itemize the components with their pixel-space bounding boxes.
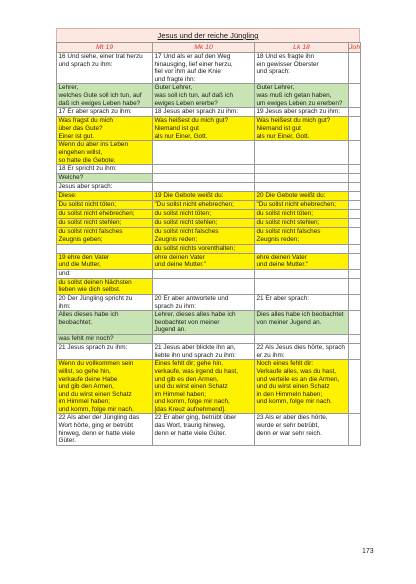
column-header-row: [57, 43, 361, 53]
cell-lk: 19 Jesus aber sprach zu ihm:: [255, 108, 349, 117]
cell-mt: [57, 244, 153, 253]
cell-joh: [349, 253, 361, 269]
cell-mt: Wenn du aber ins Leben eingehen willst, so halte die Gebote.: [57, 141, 153, 165]
table-row: [57, 335, 361, 344]
cell-mk: [153, 141, 255, 165]
cell-lk: Was heißest du mich gut? Niemand ist gut als nur Einer, Gott.: [255, 117, 349, 141]
column-header-mk: Mk 10: [153, 43, 255, 53]
cell-mt: Diese:: [57, 192, 153, 201]
cell-mt: du sollst deinen Nächsten lieben wie dich selbst.: [57, 278, 153, 294]
cell-lk: 22 Als Jesus dies hörte, sprach er zu ihm:: [255, 344, 349, 360]
cell-lk: [255, 141, 349, 165]
cell-joh: [349, 269, 361, 278]
cell-mk: Eines fehlt dir; gehe hin, verkaufe, was irgend du hast, und gib es den Armen, und du wirst einen Schatz im Himmel haben; und komm, folge mir nach, [das Kreuz aufnehmend].: [153, 360, 255, 414]
cell-mt: und:: [57, 269, 153, 278]
table-row: [57, 344, 361, 360]
cell-lk: du sollst nicht stehlen;: [255, 219, 349, 228]
cell-lk: du sollst nicht falsches Zeugnis reden;: [255, 228, 349, 244]
table-body: [57, 53, 361, 446]
cell-joh: [349, 278, 361, 294]
cell-joh: [349, 108, 361, 117]
cell-joh: [349, 183, 361, 192]
table-row: [57, 311, 361, 335]
table-row: [57, 201, 361, 210]
cell-mk: [153, 183, 255, 192]
table-row: [57, 192, 361, 201]
cell-lk: 21 Er aber sprach:: [255, 294, 349, 310]
cell-mt: Du sollst nicht töten;: [57, 201, 153, 210]
cell-joh: [349, 414, 361, 446]
cell-mk: Guter Lehrer, was soll ich tun, auf daß ich ewiges Leben ererbe?: [153, 84, 255, 108]
column-header-lk: Lk 18: [255, 43, 349, 53]
cell-joh: [349, 294, 361, 310]
cell-mk: [153, 278, 255, 294]
cell-mk: [153, 165, 255, 174]
table-row: [57, 244, 361, 253]
cell-mk: 21 Jesus aber blickte ihn an, liebte ihn und sprach zu ihm:: [153, 344, 255, 360]
cell-mt: du sollst nicht ehebrechen;: [57, 210, 153, 219]
cell-joh: [349, 174, 361, 183]
cell-mk: Was heißest du mich gut? Niemand ist gut als nur Einer, Gott.: [153, 117, 255, 141]
table-row: [57, 141, 361, 165]
cell-lk: [255, 244, 349, 253]
cell-lk: [255, 278, 349, 294]
cell-mk: [153, 269, 255, 278]
cell-mt: du sollst nicht stehlen;: [57, 219, 153, 228]
cell-joh: [349, 117, 361, 141]
cell-lk: [255, 174, 349, 183]
cell-mk: du sollst nicht falsches Zeugnis reden;: [153, 228, 255, 244]
table-row: [57, 84, 361, 108]
cell-mk: 18 Jesus aber sprach zu ihm:: [153, 108, 255, 117]
column-header-mt: Mt 19: [57, 43, 153, 53]
cell-joh: [349, 201, 361, 210]
cell-mk: 17 Und als er auf den Weg hinausging, lief einer herzu, fiel vor ihm auf die Knie und fragte ihn:: [153, 53, 255, 84]
cell-lk: ehre deinen Vater und deine Mutter.": [255, 253, 349, 269]
cell-lk: "Du sollst nicht ehebrechen;: [255, 201, 349, 210]
table-row: [57, 294, 361, 310]
cell-joh: [349, 53, 361, 84]
cell-joh: [349, 360, 361, 414]
table-row: [57, 210, 361, 219]
table-row: [57, 174, 361, 183]
cell-joh: [349, 210, 361, 219]
cell-mk: du sollst nicht stehlen;: [153, 219, 255, 228]
cell-joh: [349, 165, 361, 174]
cell-mk: 19 Die Gebote weißt du:: [153, 192, 255, 201]
table-row: [57, 414, 361, 446]
cell-lk: Noch eines fehlt dir: Verkaufe alles, was du hast, und verteile es an die Armen, und du wirst einen Schatz in den Himmeln haben; und komm, folge mir nach.: [255, 360, 349, 414]
cell-mt: Alles dieses habe ich beobachtet;: [57, 311, 153, 335]
cell-mt: was fehlt mir noch?: [57, 335, 153, 344]
table-row: [57, 278, 361, 294]
cell-joh: [349, 244, 361, 253]
cell-lk: [255, 183, 349, 192]
cell-lk: [255, 335, 349, 344]
cell-mk: Lehrer, dieses alles habe ich beobachtet von meiner Jugend an.: [153, 311, 255, 335]
synopsis-table: [56, 42, 361, 446]
table-row: [57, 219, 361, 228]
cell-mt: 16 Und siehe, einer trat herzu und sprach zu ihm:: [57, 53, 153, 84]
cell-joh: [349, 344, 361, 360]
table-row: [57, 108, 361, 117]
cell-lk: [255, 165, 349, 174]
cell-mk: "Du sollst nicht ehebrechen;: [153, 201, 255, 210]
table-row: [57, 165, 361, 174]
table-row: [57, 269, 361, 278]
page-title: Jesus und der reiche Jüngling: [56, 28, 360, 42]
cell-mk: [153, 174, 255, 183]
cell-joh: [349, 335, 361, 344]
cell-mt: du sollst nicht falsches Zeugnis geben;: [57, 228, 153, 244]
cell-mk: 22 Er aber ging, betrübt über das Wort, traurig hinweg, denn er hatte viele Güter.: [153, 414, 255, 446]
table-row: [57, 183, 361, 192]
column-header-joh: Joh: [349, 43, 360, 51]
cell-mk: [153, 335, 255, 344]
cell-mk: du sollst nicht töten;: [153, 210, 255, 219]
cell-mt: Wenn du vollkommen sein willst, so gehe hin, verkaufe deine Habe und gib den Armen, und du wirst einen Schatz im Himmel haben; und komm, folge mir nach.: [57, 360, 153, 414]
cell-mt: Was fragst du mich über das Gute? Einer ist gut.: [57, 117, 153, 141]
cell-mt: Jesus aber sprach:: [57, 183, 153, 192]
cell-mt: 17 Er aber sprach zu ihm:: [57, 108, 153, 117]
cell-mt: Welche?: [57, 174, 153, 183]
cell-lk: du sollst nicht töten;: [255, 210, 349, 219]
cell-lk: 23 Als er aber dies hörte, wurde er sehr betrübt, denn er war sehr reich.: [255, 414, 349, 446]
cell-mt: 22 Als aber der Jüngling das Wort hörte, ging er betrübt hinweg, denn er hatte viele Güter.: [57, 414, 153, 446]
cell-lk: [255, 269, 349, 278]
cell-joh: [349, 192, 361, 201]
cell-mt: 20 Der Jüngling spricht zu ihm:: [57, 294, 153, 310]
table-row: [57, 228, 361, 244]
cell-mt: 21 Jesus sprach zu ihm:: [57, 344, 153, 360]
cell-lk: 18 Und es fragte ihn ein gewisser Oberster und sprach:: [255, 53, 349, 84]
table-row: [57, 360, 361, 414]
cell-lk: Guter Lehrer, was muß ich getan haben, um ewiges Leben zu ererben?: [255, 84, 349, 108]
cell-mt: Lehrer, welches Gute soll ich tun, auf daß ich ewiges Leben habe?: [57, 84, 153, 108]
cell-mk: ehre deinen Vater und deine Mutter.": [153, 253, 255, 269]
cell-mk: du sollst nichts vorenthalten;: [153, 244, 255, 253]
table-row: [57, 253, 361, 269]
page-number: 173: [362, 548, 374, 555]
table-row: [57, 53, 361, 84]
cell-mt: 18 Er spricht zu ihm:: [57, 165, 153, 174]
cell-lk: 20 Die Gebote weißt du:: [255, 192, 349, 201]
cell-lk: Dies alles habe ich beobachtet von meiner Jugend an.: [255, 311, 349, 335]
cell-joh: [349, 219, 361, 228]
table-row: [57, 117, 361, 141]
cell-mt: 19 ehre den Vater und die Mutter,: [57, 253, 153, 269]
cell-joh: [349, 311, 361, 335]
cell-mk: 20 Er aber antwortete und sprach zu ihm:: [153, 294, 255, 310]
cell-joh: [349, 228, 361, 244]
cell-joh: [349, 84, 361, 108]
cell-joh: [349, 141, 361, 165]
